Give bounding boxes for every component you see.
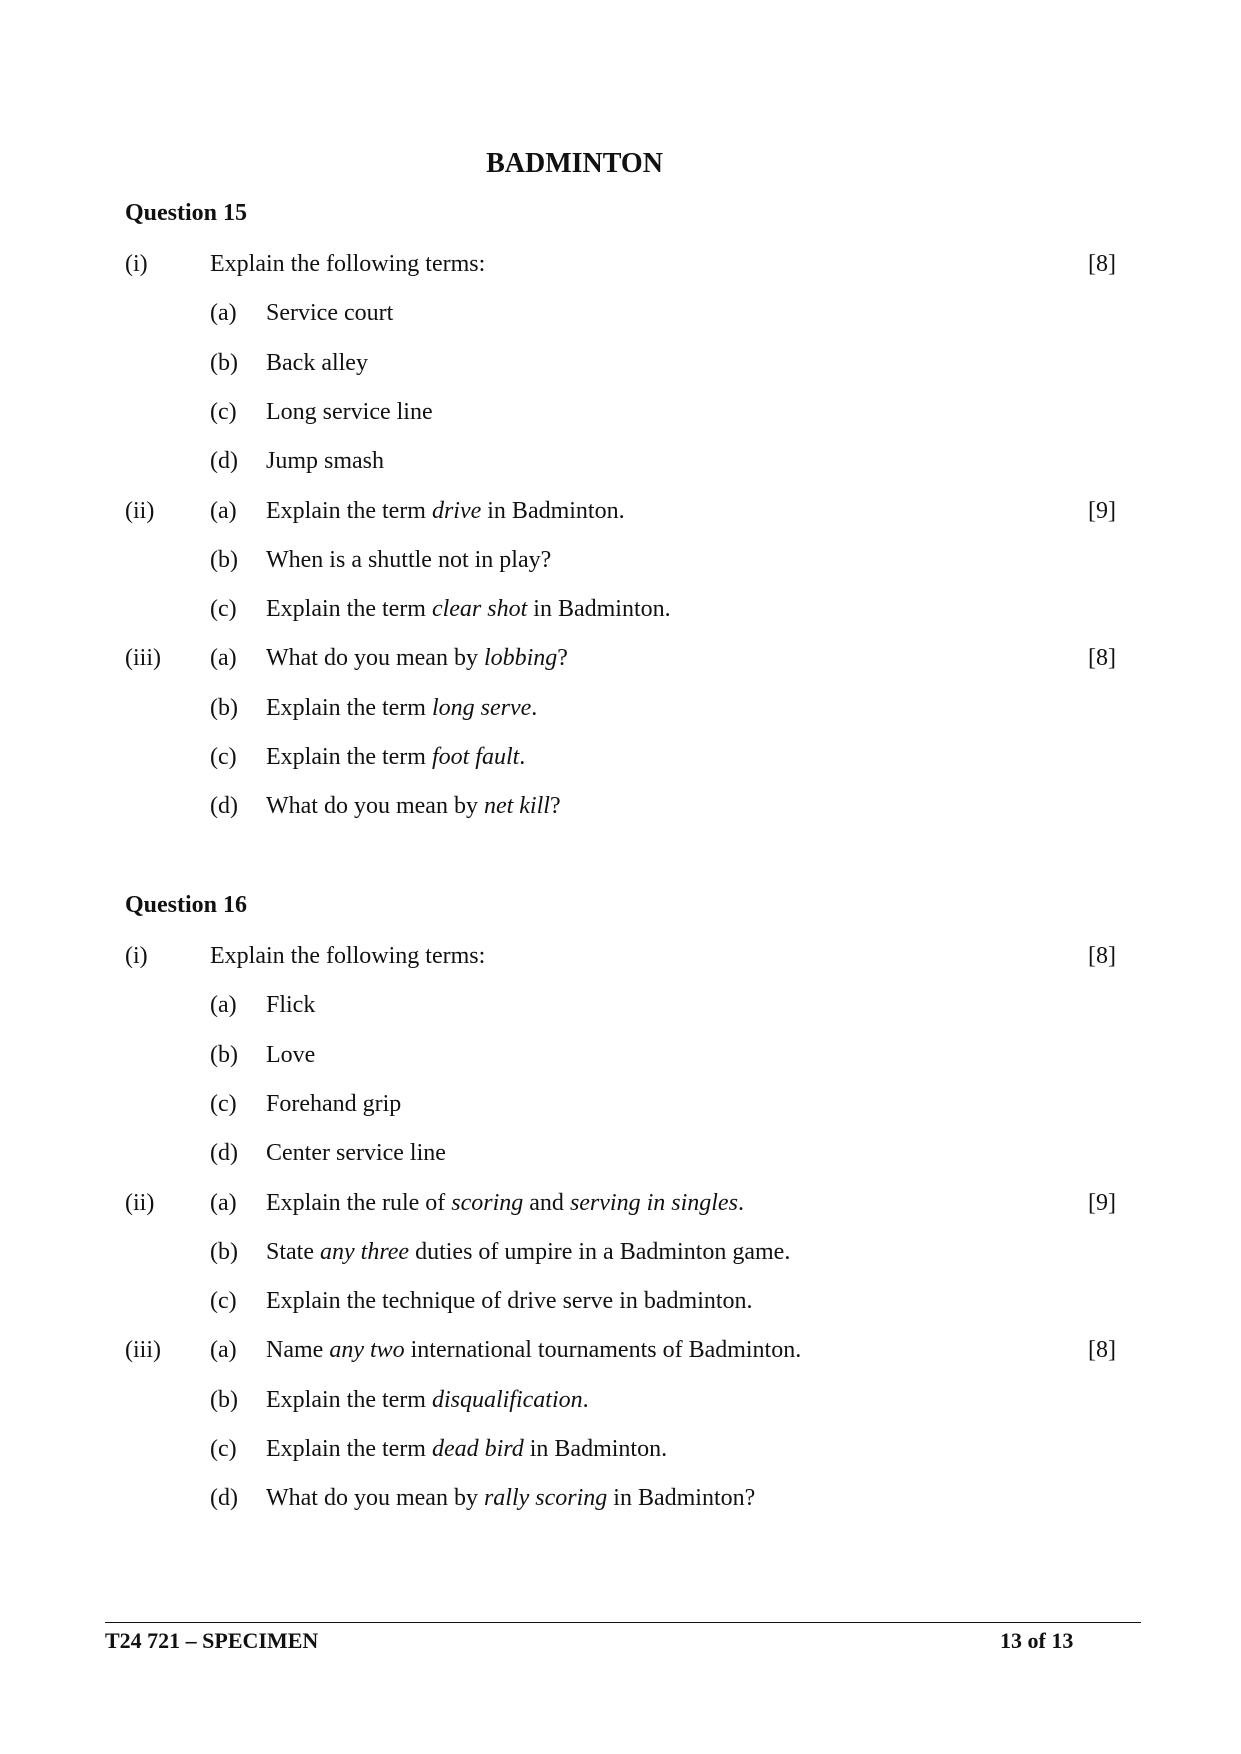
question-text: Jump smash [266,448,385,474]
question-text: Flick [266,992,316,1018]
sub-part-label: (b) [210,350,238,376]
question-item [0,593,1241,625]
page-title: BADMINTON [486,148,663,179]
question-text: Explain the rule of scoring and serving in singles. [266,1190,744,1216]
question-text: What do you mean by net kill? [266,793,561,819]
sub-part-label: (c) [210,596,237,622]
question-text: Explain the term disqualification. [266,1387,589,1413]
sub-part-label: (c) [210,1091,237,1117]
question-text: Explain the term long serve. [266,695,538,721]
question-text: Service court [266,300,394,326]
question-heading: Question 16 [125,892,248,918]
question-item [0,1088,1241,1120]
sub-part-label: (d) [210,1140,238,1166]
question-item [0,396,1241,428]
question-item [0,1039,1241,1071]
question-item [0,692,1241,724]
sub-part-label: (b) [210,1239,238,1265]
question-item [0,1285,1241,1317]
question-text: Long service line [266,399,433,425]
question-text: State any three duties of umpire in a Badminton game. [266,1239,791,1265]
marks-label: [8] [1088,943,1116,969]
question-text: Explain the term clear shot in Badminton. [266,596,671,622]
marks-label: [9] [1088,1190,1116,1216]
question-text: Center service line [266,1140,446,1166]
question-text: Explain the term foot fault. [266,744,526,770]
footer-divider [105,1622,1141,1623]
question-text: Explain the technique of drive serve in badminton. [266,1288,753,1314]
sub-part-label: (c) [210,744,237,770]
question-text: Explain the term dead bird in Badminton. [266,1436,668,1462]
question-item [0,495,1241,527]
part-number: (iii) [125,1337,161,1363]
question-item [0,544,1241,576]
question-item [0,1482,1241,1514]
marks-label: [8] [1088,645,1116,671]
part-number: (i) [125,943,148,969]
part-number: (i) [125,251,148,277]
question-text: Love [266,1042,316,1068]
marks-label: [8] [1088,251,1116,277]
sub-part-label: (b) [210,547,238,573]
page-number: 13 of 13 [1000,1628,1074,1653]
question-item [0,741,1241,773]
sub-part-label: (c) [210,399,237,425]
sub-part-label: (a) [210,992,237,1018]
question-item [0,445,1241,477]
part-number: (iii) [125,645,161,671]
question-item [0,1187,1241,1219]
question-item [0,989,1241,1021]
question-item [0,347,1241,379]
sub-part-label: (a) [210,498,237,524]
part-number: (ii) [125,498,155,524]
question-text: Explain the following terms: [210,943,486,969]
sub-part-label: (b) [210,695,238,721]
question-text: What do you mean by lobbing? [266,645,568,671]
marks-label: [9] [1088,498,1116,524]
sub-part-label: (c) [210,1288,237,1314]
question-item [0,248,1241,280]
sub-part-label: (d) [210,793,238,819]
question-item [0,790,1241,822]
question-text: Back alley [266,350,368,376]
question-item [0,1433,1241,1465]
question-item [0,297,1241,329]
part-number: (ii) [125,1190,155,1216]
question-item [0,1137,1241,1169]
question-text: Name any two international tournaments of Badminton. [266,1337,802,1363]
sub-part-label: (b) [210,1387,238,1413]
question-text: Explain the following terms: [210,251,486,277]
sub-part-label: (a) [210,1190,237,1216]
paper-code: T24 721 – SPECIMEN [105,1628,319,1653]
question-text: What do you mean by rally scoring in Badminton? [266,1485,756,1511]
marks-label: [8] [1088,1337,1116,1363]
question-item [0,1334,1241,1366]
sub-part-label: (d) [210,448,238,474]
sub-part-label: (a) [210,300,237,326]
sub-part-label: (a) [210,645,237,671]
question-text: Forehand grip [266,1091,402,1117]
question-item [0,1236,1241,1268]
sub-part-label: (c) [210,1436,237,1462]
question-heading: Question 15 [125,200,248,226]
question-text: Explain the term drive in Badminton. [266,498,625,524]
sub-part-label: (d) [210,1485,238,1511]
sub-part-label: (a) [210,1337,237,1363]
question-item [0,940,1241,972]
question-text: When is a shuttle not in play? [266,547,552,573]
question-item [0,642,1241,674]
sub-part-label: (b) [210,1042,238,1068]
question-item [0,1384,1241,1416]
